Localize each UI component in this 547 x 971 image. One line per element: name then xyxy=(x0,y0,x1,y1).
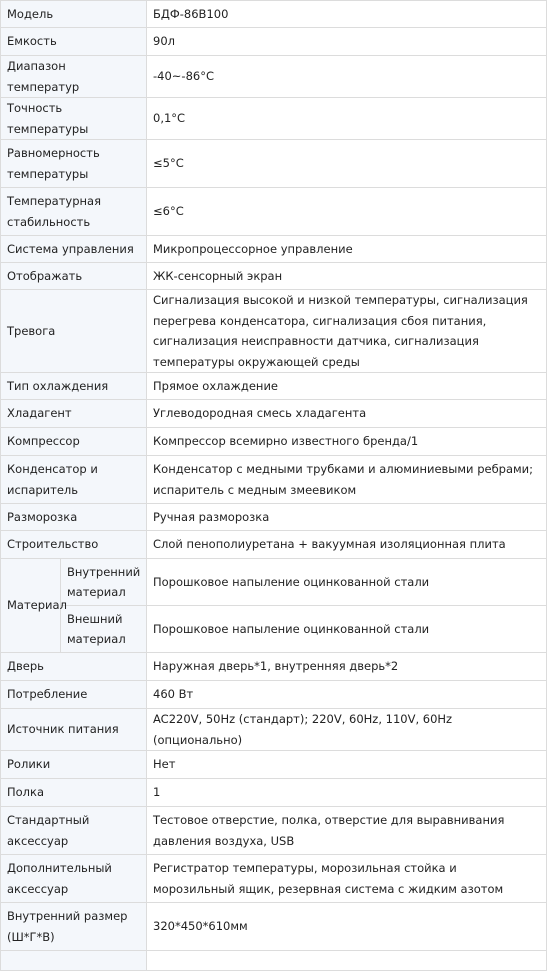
row-value: -40~-86°C xyxy=(147,56,547,98)
row-label: Внутренний размер (Ш*Г*В) xyxy=(1,903,147,951)
inner-material-value: Порошковое напыление оцинкованной стали xyxy=(147,559,547,606)
table-row xyxy=(1,606,547,653)
row-value: Регистратор температуры, морозильная стойка и морозильный ящик, резервная система с жидким азотом xyxy=(147,855,547,903)
row-value: Сигнализация высокой и низкой температуры, сигнализация перегрева конденсатора, сигнализация сбоя питания, сигнализация неисправности датчика, сигнализация температуры окружающей среды xyxy=(147,290,547,373)
row-value: 460 Вт xyxy=(147,681,547,709)
row-value-empty xyxy=(147,951,547,971)
row-value: БДФ-86В100 xyxy=(147,1,547,28)
row-value: Прямое охлаждение xyxy=(147,373,547,400)
table-row xyxy=(1,709,547,751)
row-value: Нет xyxy=(147,751,547,779)
table-row xyxy=(1,779,547,807)
row-value: ≤5°C xyxy=(147,140,547,188)
row-label: Строительство xyxy=(1,531,147,559)
table-row xyxy=(1,1,547,28)
row-value: Тестовое отверстие, полка, отверстие для выравнивания давления воздуха, USB xyxy=(147,807,547,855)
table-row xyxy=(1,456,547,504)
material-label: Материал xyxy=(1,559,61,653)
row-label: Дополнительный аксессуар xyxy=(1,855,147,903)
table-row xyxy=(1,236,547,263)
row-label: Дверь xyxy=(1,653,147,681)
row-label: Емкость xyxy=(1,28,147,56)
row-label: Полка xyxy=(1,779,147,807)
table-row xyxy=(1,681,547,709)
row-value: Компрессор всемирно известного бренда/1 xyxy=(147,428,547,456)
table-row xyxy=(1,98,547,140)
row-label: Источник питания xyxy=(1,709,147,751)
row-value: Наружная дверь*1, внутренняя дверь*2 xyxy=(147,653,547,681)
row-label: Равномерность температуры xyxy=(1,140,147,188)
row-label: Система управления xyxy=(1,236,147,263)
row-value: ≤6°C xyxy=(147,188,547,236)
row-value: Углеводородная смесь хладагента xyxy=(147,400,547,428)
table-row xyxy=(1,951,547,971)
table-row xyxy=(1,28,547,56)
row-label: Ролики xyxy=(1,751,147,779)
row-label: Точность температуры xyxy=(1,98,147,140)
row-value: Конденсатор с медными трубками и алюминиевыми ребрами; испаритель с медным змеевиком xyxy=(147,456,547,504)
table-row xyxy=(1,188,547,236)
outer-material-label: Внешний материал xyxy=(61,606,147,653)
row-value: 90л xyxy=(147,28,547,56)
table-row xyxy=(1,531,547,559)
row-label: Тип охлаждения xyxy=(1,373,147,400)
table-row xyxy=(1,373,547,400)
table-row xyxy=(1,140,547,188)
row-value: Ручная разморозка xyxy=(147,504,547,531)
inner-material-label: Внутренний материал xyxy=(61,559,147,606)
table-row xyxy=(1,855,547,903)
table-row xyxy=(1,807,547,855)
row-value: Слой пенополиуретана + вакуумная изоляционная плита xyxy=(147,531,547,559)
table-row xyxy=(1,903,547,951)
row-label: Конденсатор и испаритель xyxy=(1,456,147,504)
row-value: Микропроцессорное управление xyxy=(147,236,547,263)
table-row xyxy=(1,504,547,531)
table-row xyxy=(1,428,547,456)
outer-material-value: Порошковое напыление оцинкованной стали xyxy=(147,606,547,653)
row-label: Хладагент xyxy=(1,400,147,428)
row-value: 320*450*610мм xyxy=(147,903,547,951)
table-row xyxy=(1,653,547,681)
row-value: 1 xyxy=(147,779,547,807)
row-label: Отображать xyxy=(1,263,147,290)
table-row xyxy=(1,400,547,428)
table-row xyxy=(1,290,547,373)
row-value: 0,1°C xyxy=(147,98,547,140)
row-label: Модель xyxy=(1,1,147,28)
table-row xyxy=(1,56,547,98)
row-value: ЖК-сенсорный экран xyxy=(147,263,547,290)
row-label: Диапазон температур xyxy=(1,56,147,98)
row-label: Тревога xyxy=(1,290,147,373)
row-label-empty xyxy=(1,951,147,971)
row-label: Разморозка xyxy=(1,504,147,531)
row-label: Компрессор xyxy=(1,428,147,456)
row-label: Потребление xyxy=(1,681,147,709)
table-row xyxy=(1,751,547,779)
row-value: AC220V, 50Hz (стандарт); 220V, 60Hz, 110V, 60Hz (опционально) xyxy=(147,709,547,751)
table-row xyxy=(1,559,547,606)
row-label: Температурная стабильность xyxy=(1,188,147,236)
table-row xyxy=(1,263,547,290)
row-label: Стандартный аксессуар xyxy=(1,807,147,855)
